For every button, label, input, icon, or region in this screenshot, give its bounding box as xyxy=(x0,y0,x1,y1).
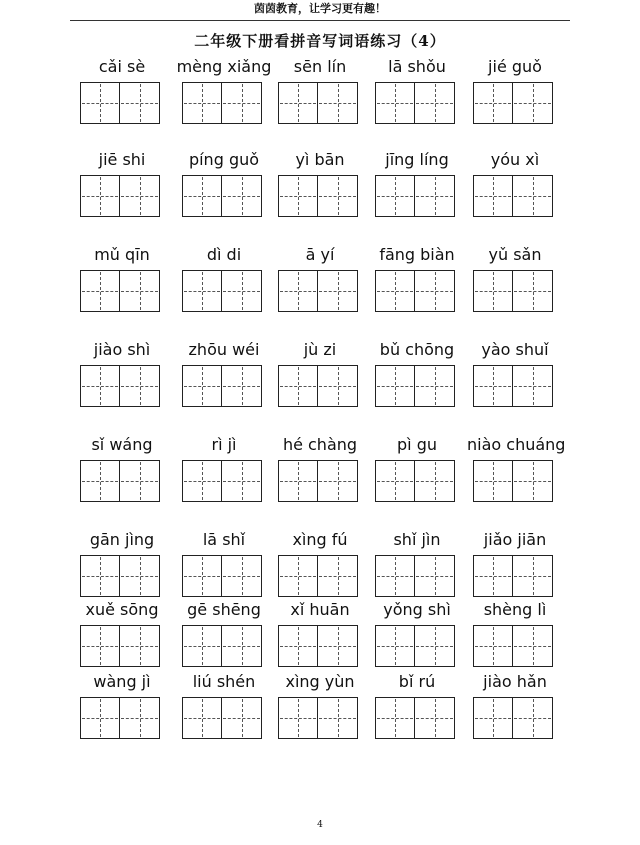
tian-grid-box[interactable] xyxy=(513,82,553,124)
pinyin-label: dì di xyxy=(206,245,242,264)
tian-grid-box[interactable] xyxy=(182,82,222,124)
pinyin-label: gē shēng xyxy=(187,600,261,619)
tian-grid-box[interactable] xyxy=(415,82,455,124)
pinyin-label: jīng líng xyxy=(385,150,449,169)
tian-grid-box[interactable] xyxy=(473,460,513,502)
tian-grid-box[interactable] xyxy=(318,82,358,124)
writing-boxes xyxy=(80,82,160,124)
writing-boxes xyxy=(80,175,160,217)
tian-grid-box[interactable] xyxy=(120,270,160,312)
tian-grid-box[interactable] xyxy=(375,365,415,407)
tian-grid-box[interactable] xyxy=(473,625,513,667)
pinyin-label: shǐ jìn xyxy=(393,530,441,549)
pinyin-label: jiē shi xyxy=(98,150,146,169)
pinyin-label: wàng jì xyxy=(93,672,151,691)
tian-grid-box[interactable] xyxy=(318,365,358,407)
writing-boxes xyxy=(182,625,262,667)
tian-grid-box[interactable] xyxy=(182,697,222,739)
pinyin-label: shèng lì xyxy=(483,600,547,619)
pinyin-label: mèng xiǎng xyxy=(176,57,272,76)
tian-grid-box[interactable] xyxy=(222,555,262,597)
writing-boxes xyxy=(278,625,358,667)
pinyin-label: rì jì xyxy=(211,435,237,454)
tian-grid-box[interactable] xyxy=(222,625,262,667)
tian-grid-box[interactable] xyxy=(222,460,262,502)
tian-grid-box[interactable] xyxy=(375,697,415,739)
pinyin-label: fāng biàn xyxy=(379,245,455,264)
writing-boxes xyxy=(473,365,553,407)
writing-boxes xyxy=(375,555,455,597)
tian-grid-box[interactable] xyxy=(222,175,262,217)
tian-grid-box[interactable] xyxy=(278,460,318,502)
writing-boxes xyxy=(473,460,553,502)
writing-boxes xyxy=(80,697,160,739)
pinyin-label: bǔ chōng xyxy=(379,340,455,359)
pinyin-label: lā shǒu xyxy=(388,57,446,76)
writing-boxes xyxy=(278,270,358,312)
tian-grid-box[interactable] xyxy=(415,697,455,739)
pinyin-label: yǔ sǎn xyxy=(488,245,542,264)
pinyin-label: jié guǒ xyxy=(488,57,542,76)
tian-grid-box[interactable] xyxy=(182,270,222,312)
tian-grid-box[interactable] xyxy=(278,697,318,739)
tian-grid-box[interactable] xyxy=(278,365,318,407)
page-header: 茵茵教育，让学习更有趣！ xyxy=(70,0,570,21)
tian-grid-box[interactable] xyxy=(473,270,513,312)
pinyin-label: yóu xì xyxy=(490,150,540,169)
pinyin-label: xìng yùn xyxy=(285,672,355,691)
pinyin-label: bǐ rú xyxy=(398,672,436,691)
tian-grid-box[interactable] xyxy=(120,175,160,217)
tian-grid-box[interactable] xyxy=(80,175,120,217)
tian-grid-box[interactable] xyxy=(473,365,513,407)
pinyin-label: xuě sōng xyxy=(85,600,159,619)
tian-grid-box[interactable] xyxy=(222,697,262,739)
writing-boxes xyxy=(473,82,553,124)
writing-boxes xyxy=(80,270,160,312)
pinyin-label: jù zi xyxy=(303,340,337,359)
tian-grid-box[interactable] xyxy=(415,365,455,407)
pinyin-label: xìng fú xyxy=(292,530,348,549)
tian-grid-box[interactable] xyxy=(182,175,222,217)
pinyin-label: jiǎo jiān xyxy=(483,530,547,549)
pinyin-label: xǐ huān xyxy=(290,600,350,619)
writing-boxes xyxy=(80,625,160,667)
tian-grid-box[interactable] xyxy=(80,697,120,739)
writing-boxes xyxy=(375,175,455,217)
tian-grid-box[interactable] xyxy=(120,625,160,667)
pinyin-label: pì gu xyxy=(397,435,437,454)
tian-grid-box[interactable] xyxy=(182,555,222,597)
tian-grid-box[interactable] xyxy=(415,625,455,667)
tian-grid-box[interactable] xyxy=(182,365,222,407)
tian-grid-box[interactable] xyxy=(375,82,415,124)
tian-grid-box[interactable] xyxy=(318,625,358,667)
tian-grid-box[interactable] xyxy=(513,270,553,312)
pinyin-label: cǎi sè xyxy=(98,57,146,76)
tian-grid-box[interactable] xyxy=(278,82,318,124)
tian-grid-box[interactable] xyxy=(375,555,415,597)
tian-grid-box[interactable] xyxy=(182,460,222,502)
tian-grid-box[interactable] xyxy=(513,460,553,502)
writing-boxes xyxy=(182,270,262,312)
tian-grid-box[interactable] xyxy=(222,270,262,312)
tian-grid-box[interactable] xyxy=(318,460,358,502)
writing-boxes xyxy=(80,460,160,502)
tian-grid-box[interactable] xyxy=(513,175,553,217)
pinyin-label: jiào hǎn xyxy=(483,672,547,691)
writing-boxes xyxy=(473,555,553,597)
tian-grid-box[interactable] xyxy=(80,365,120,407)
pinyin-label: gān jìng xyxy=(89,530,155,549)
tian-grid-box[interactable] xyxy=(513,625,553,667)
pinyin-label: yì bān xyxy=(295,150,345,169)
tian-grid-box[interactable] xyxy=(222,82,262,124)
writing-boxes xyxy=(80,365,160,407)
tian-grid-box[interactable] xyxy=(318,555,358,597)
tian-grid-box[interactable] xyxy=(513,365,553,407)
writing-boxes xyxy=(473,175,553,217)
writing-boxes xyxy=(278,175,358,217)
writing-boxes xyxy=(182,365,262,407)
tian-grid-box[interactable] xyxy=(80,625,120,667)
writing-boxes xyxy=(375,270,455,312)
writing-boxes xyxy=(182,460,262,502)
writing-boxes xyxy=(80,555,160,597)
tian-grid-box[interactable] xyxy=(278,555,318,597)
tian-grid-box[interactable] xyxy=(80,270,120,312)
pinyin-label: jiào shì xyxy=(93,340,151,359)
tian-grid-box[interactable] xyxy=(375,270,415,312)
writing-boxes xyxy=(278,460,358,502)
tian-grid-box[interactable] xyxy=(278,270,318,312)
tian-grid-box[interactable] xyxy=(318,270,358,312)
tian-grid-box[interactable] xyxy=(80,555,120,597)
tian-grid-box[interactable] xyxy=(375,175,415,217)
tian-grid-box[interactable] xyxy=(120,82,160,124)
writing-boxes xyxy=(182,555,262,597)
pinyin-label: píng guǒ xyxy=(188,150,260,169)
tian-grid-box[interactable] xyxy=(120,697,160,739)
tian-grid-box[interactable] xyxy=(120,460,160,502)
tian-grid-box[interactable] xyxy=(278,625,318,667)
writing-boxes xyxy=(473,270,553,312)
pinyin-label: liú shén xyxy=(192,672,256,691)
writing-boxes xyxy=(375,365,455,407)
pinyin-label: niào chuáng xyxy=(467,435,566,454)
tian-grid-box[interactable] xyxy=(222,365,262,407)
tian-grid-box[interactable] xyxy=(513,697,553,739)
tian-grid-box[interactable] xyxy=(80,82,120,124)
writing-boxes xyxy=(182,697,262,739)
tian-grid-box[interactable] xyxy=(473,175,513,217)
tian-grid-box[interactable] xyxy=(318,697,358,739)
writing-boxes xyxy=(182,175,262,217)
pinyin-label: lā shǐ xyxy=(202,530,246,549)
tian-grid-box[interactable] xyxy=(318,175,358,217)
tian-grid-box[interactable] xyxy=(415,175,455,217)
pinyin-label: yào shuǐ xyxy=(481,340,549,359)
tian-grid-box[interactable] xyxy=(80,460,120,502)
writing-boxes xyxy=(375,460,455,502)
tian-grid-box[interactable] xyxy=(375,460,415,502)
writing-boxes xyxy=(473,625,553,667)
pinyin-label: yǒng shì xyxy=(383,600,451,619)
pinyin-label: mǔ qīn xyxy=(94,245,150,264)
writing-boxes xyxy=(278,82,358,124)
page-number: 4 xyxy=(317,820,323,830)
pinyin-label: sēn lín xyxy=(293,57,347,76)
tian-grid-box[interactable] xyxy=(415,555,455,597)
tian-grid-box[interactable] xyxy=(182,625,222,667)
worksheet-title: 二年级下册看拼音写词语练习（4） xyxy=(194,32,446,50)
pinyin-label: ā yí xyxy=(305,245,335,264)
tian-grid-box[interactable] xyxy=(120,365,160,407)
writing-boxes xyxy=(278,697,358,739)
writing-boxes xyxy=(375,625,455,667)
tian-grid-box[interactable] xyxy=(375,625,415,667)
tian-grid-box[interactable] xyxy=(473,555,513,597)
tian-grid-box[interactable] xyxy=(120,555,160,597)
tian-grid-box[interactable] xyxy=(278,175,318,217)
tian-grid-box[interactable] xyxy=(473,82,513,124)
pinyin-label: zhōu wéi xyxy=(188,340,260,359)
writing-boxes xyxy=(278,365,358,407)
writing-boxes xyxy=(375,82,455,124)
tian-grid-box[interactable] xyxy=(415,460,455,502)
tian-grid-box[interactable] xyxy=(415,270,455,312)
writing-boxes xyxy=(278,555,358,597)
tian-grid-box[interactable] xyxy=(513,555,553,597)
pinyin-label: hé chàng xyxy=(282,435,358,454)
writing-boxes xyxy=(182,82,262,124)
tian-grid-box[interactable] xyxy=(473,697,513,739)
writing-boxes xyxy=(473,697,553,739)
pinyin-label: sǐ wáng xyxy=(91,435,153,454)
writing-boxes xyxy=(375,697,455,739)
